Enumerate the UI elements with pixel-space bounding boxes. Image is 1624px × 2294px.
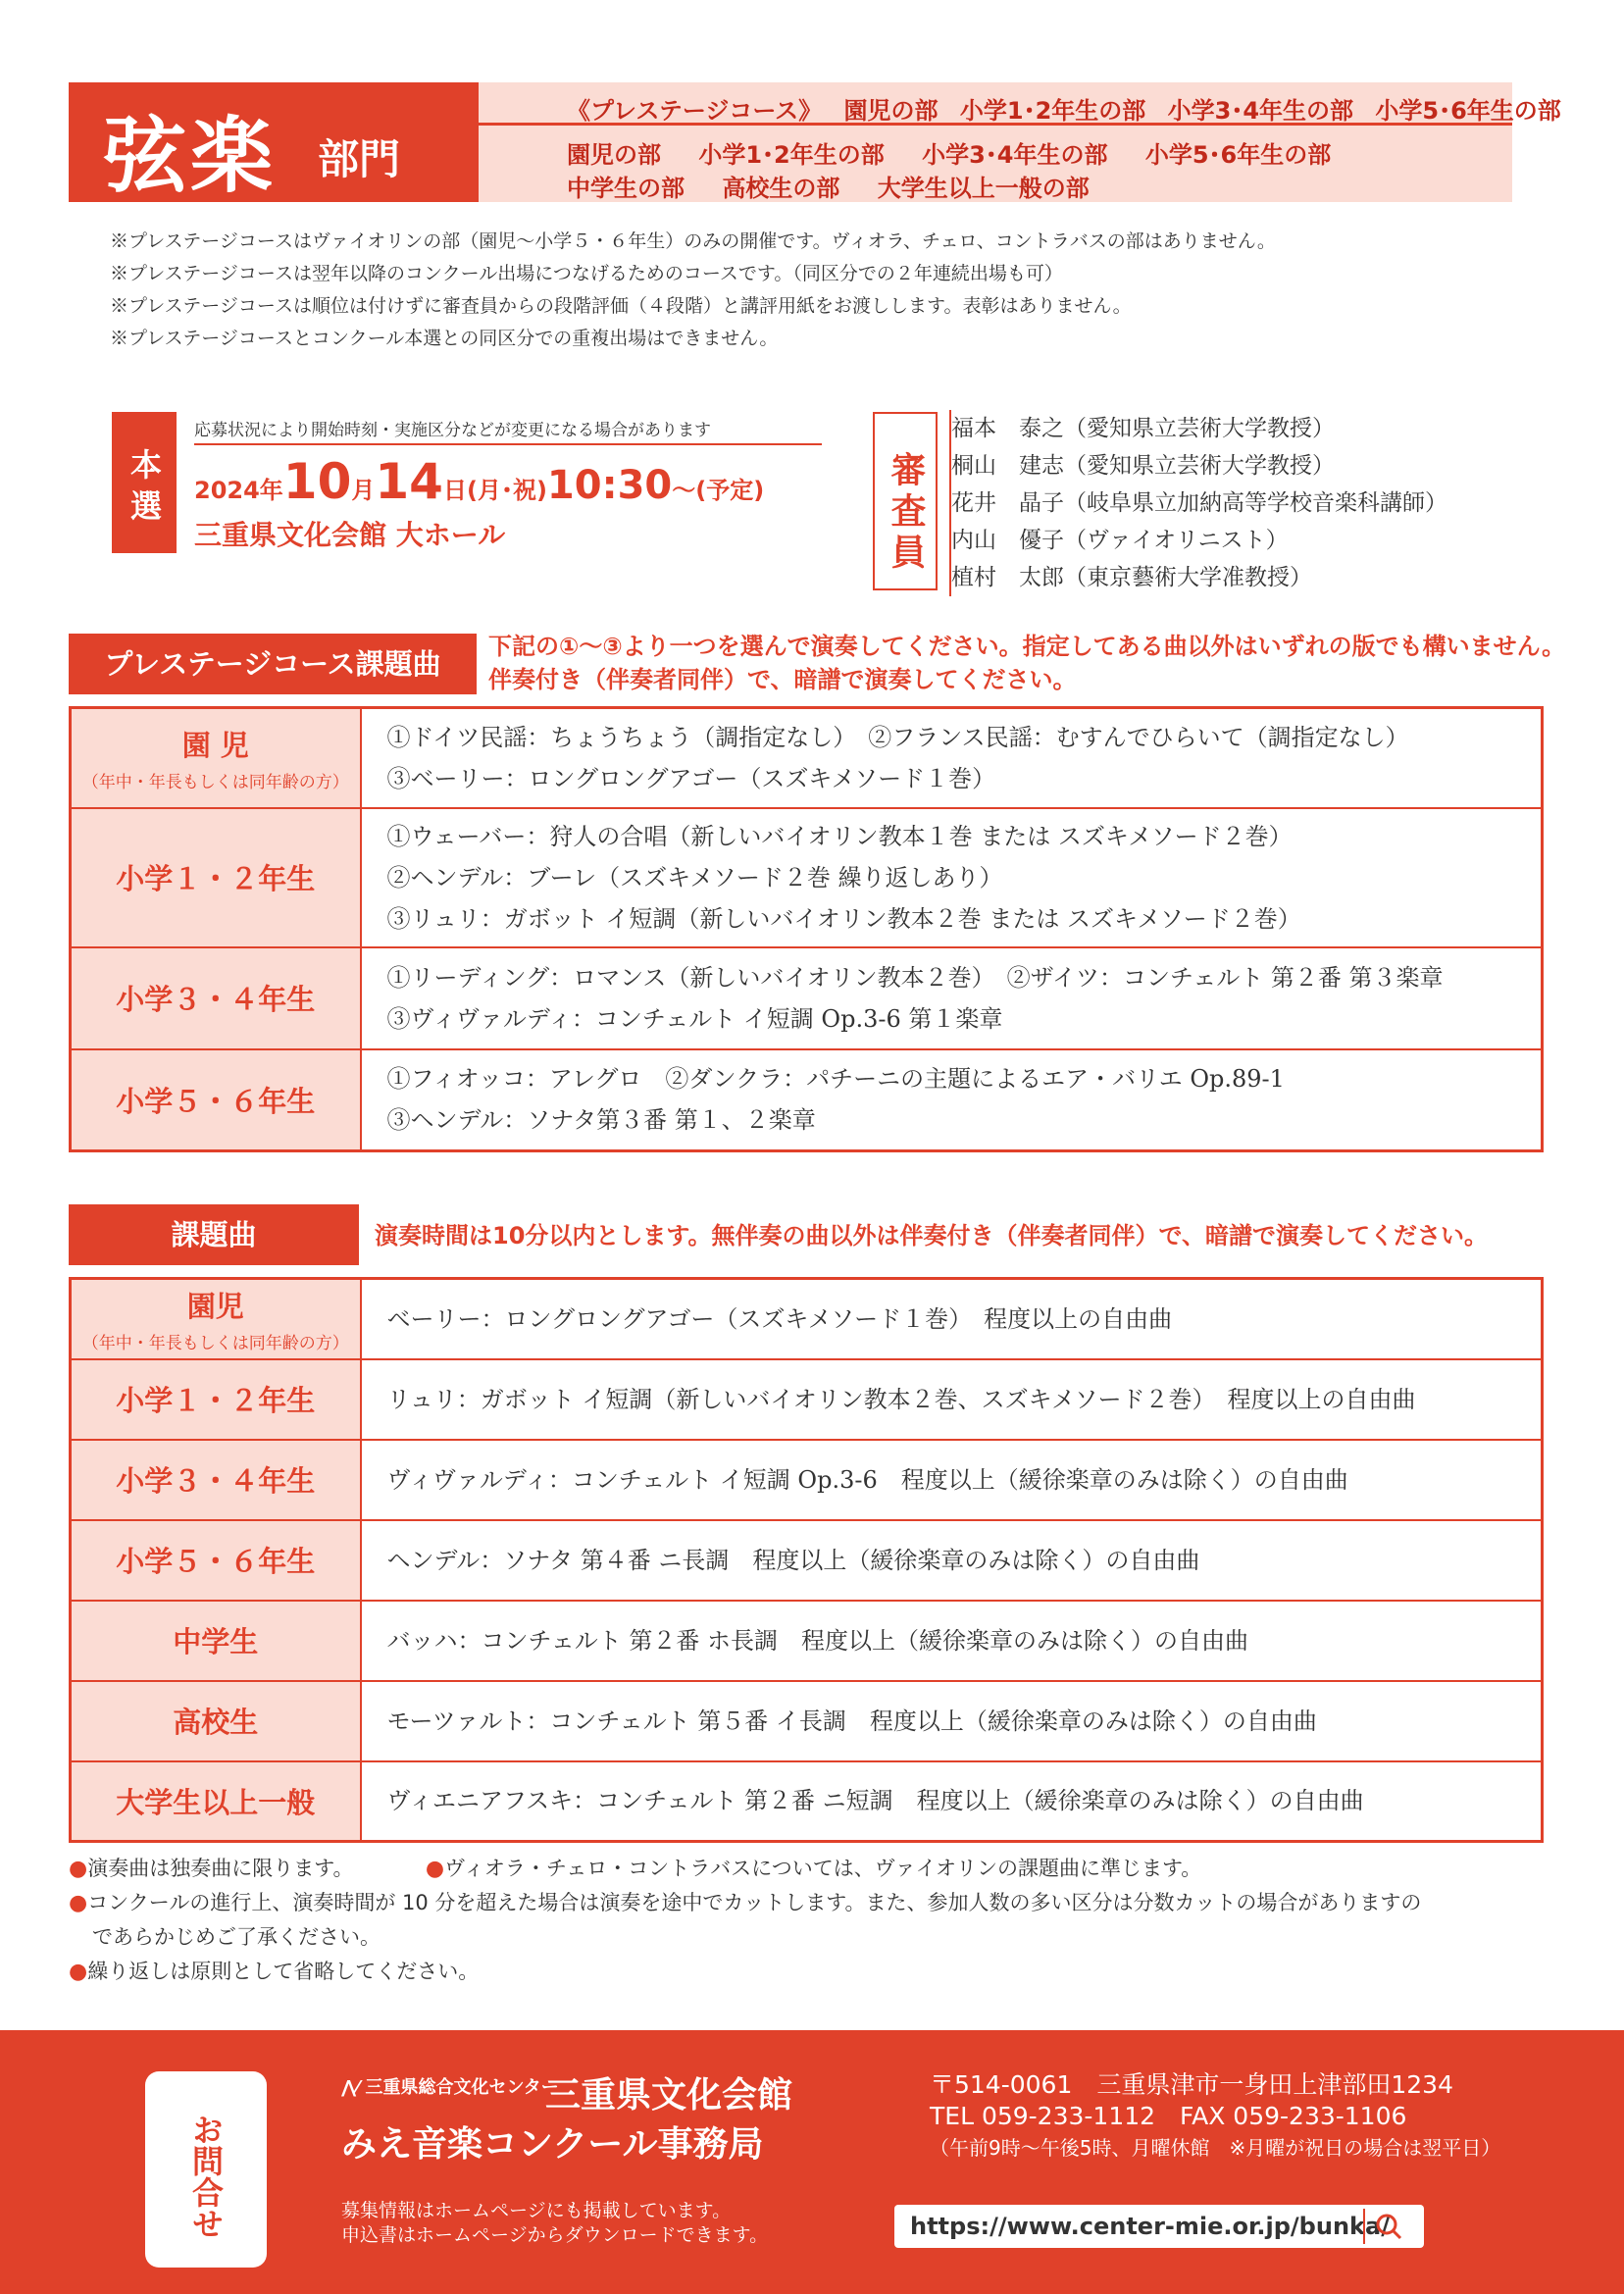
table-row	[71, 1279, 1543, 1359]
category-line-2: 中学生の部 高校生の部 大学生以上一般の部	[567, 175, 1090, 202]
category-cell: 高校生	[71, 1681, 361, 1761]
footnote-row: ●繰り返しは原則として省略してください。	[69, 1960, 480, 1984]
schedule-change-note: 応募状況により開始時刻・実施区分などが変更になる場合があります	[194, 421, 711, 440]
pieces-cell: ①ウェーバー：狩人の合唱（新しいバイオリン教本１巻 または スズキメソード２巻） ②ヘンデル：ブーレ（スズキメソード２巻 繰り返しあり） ③リュリ：ガボット イ短調（新しいバイオリン教本２巻 または スズキメソード２巻）	[361, 808, 1543, 947]
piece-cell: ヴィエニアフスキ：コンチェルト 第２番 ニ短調 程度以上（緩徐楽章のみは除く）の自由曲	[361, 1761, 1543, 1842]
department-header	[69, 82, 1561, 204]
search-icon	[1365, 2209, 1412, 2244]
homepage-note: 募集情報はホームページにも掲載しています。 申込書はホームページからダウンロードできます。	[341, 2200, 769, 2246]
piece-cell: バッハ：コンチェルト 第２番 ホ長調 程度以上（緩徐楽章のみは除く）の自由曲	[361, 1601, 1543, 1681]
category-cell: 小学５・６年生	[71, 1049, 361, 1151]
divider	[194, 443, 822, 445]
bullet-icon: ●	[69, 1857, 88, 1881]
office-name: みえ音楽コンクール事務局	[341, 2124, 764, 2165]
footnote-row: ●コンクールの進行上、演奏時間が 10 分を超えた場合は演奏を途中でカットします。また、参加人数の多い区分は分数カットの場合がありますの	[69, 1891, 1422, 1915]
table-row	[71, 708, 1543, 808]
prestige-instructions: 下記の①〜③より一つを選んで演奏してください。指定してある曲以外はいずれの版でも構いません。 伴奏付き（伴奏者同伴）で、暗譜で演奏してください。	[488, 633, 1566, 693]
main-selection-badge: 本選	[112, 412, 177, 553]
table-row	[71, 1520, 1543, 1601]
prestige-category-line: 《プレステージコース》 園児の部 小学1･2年生の部 小学3･4年生の部 小学5･6年生の部	[479, 82, 1512, 126]
footnotes	[69, 1852, 1421, 1989]
piece-cell: ヴィヴァルディ：コンチェルト イ短調 Op.3-6 程度以上（緩徐楽章のみは除く）の自由曲	[361, 1440, 1543, 1520]
pieces-cell: ①リーディング：ロマンス（新しいバイオリン教本２巻） ②ザイツ：コンチェルト 第２番 第３楽章 ③ヴィヴァルディ：コンチェルト イ短調 Op.3-6 第１楽章	[361, 947, 1543, 1049]
note-line: ※プレステージコースは翌年以降のコンクール出場につなげるためのコースです。（同区分での２年連続出場も可）	[110, 263, 1063, 284]
judge-item: 桐山 建志（愛知県立芸術大学教授）	[951, 453, 1335, 479]
pieces-cell: ①フィオッコ：アレグロ ②ダンクラ：パチーニの主題によるエア・バリエ Op.89-1 ③ヘンデル：ソナタ第３番 第１、２楽章	[361, 1049, 1543, 1151]
prestige-table	[69, 706, 1544, 1152]
search-button[interactable]	[1363, 2209, 1410, 2244]
assigned-pieces-banner: 課題曲	[69, 1204, 359, 1265]
judge-item: 植村 太郎（東京藝術大学准教授）	[951, 565, 1312, 590]
judges-list	[949, 410, 1447, 596]
prestige-banner: プレステージコース課題曲	[69, 634, 477, 694]
org-name: 三重県文化会館	[545, 2075, 793, 2116]
piece-cell: ヘンデル：ソナタ 第４番 ニ長調 程度以上（緩徐楽章のみは除く）の自由曲	[361, 1520, 1543, 1601]
table-row	[71, 947, 1543, 1049]
category-cell: 小学３・４年生	[71, 1440, 361, 1520]
category-cell: 小学１・２年生	[71, 1359, 361, 1440]
category-cell: 中学生	[71, 1601, 361, 1681]
category-cell: 小学５・６年生	[71, 1520, 361, 1601]
piece-cell: ベーリー：ロングロングアゴー（スズキメソード１巻） 程度以上の自由曲	[361, 1279, 1543, 1359]
judge-item: 内山 優子（ヴァイオリニスト）	[951, 528, 1289, 553]
table-row	[71, 1049, 1543, 1151]
event-date: 2024年10月14日(月･祝)10:30〜(予定)	[194, 453, 765, 510]
category-cell: 小学３・４年生	[71, 947, 361, 1049]
event-venue: 三重県文化会館 大ホール	[194, 519, 506, 551]
table-row	[71, 1440, 1543, 1520]
department-title-block	[69, 82, 479, 202]
prestige-notes	[110, 226, 1276, 355]
bullet-icon: ●	[69, 1960, 88, 1984]
department-title: 弦楽	[104, 107, 278, 204]
note-line: ※プレステージコースはヴァイオリンの部（園児〜小学５・６年生）のみの開催です。ヴィオラ、チェロ、コントラバスの部はありません。	[110, 230, 1276, 252]
judges-badge: 審査員	[873, 412, 938, 590]
department-title-suffix: 部門	[318, 135, 401, 183]
judge-item: 花井 晶子（岐阜県立加納高等学校音楽科講師）	[951, 490, 1447, 516]
piece-cell: モーツァルト：コンチェルト 第５番 イ長調 程度以上（緩徐楽章のみは除く）の自由曲	[361, 1681, 1543, 1761]
assigned-pieces-table	[69, 1277, 1544, 1843]
category-line-1: 園児の部 小学1･2年生の部 小学3･4年生の部 小学5･6年生の部	[567, 141, 1332, 169]
note-line: ※プレステージコースとコンクール本選との同区分での重複出場はできません。	[110, 328, 779, 349]
bullet-icon: ●	[425, 1857, 445, 1881]
category-cell: 園児 （年中・年長もしくは同年齢の方）	[71, 1279, 361, 1359]
judge-item: 福本 泰之（愛知県立芸術大学教授）	[951, 416, 1335, 441]
table-row	[71, 1681, 1543, 1761]
url-field[interactable]	[894, 2205, 1424, 2248]
footnote-row: ●演奏曲は独奏曲に限ります。 ●ヴィオラ・チェロ・コントラバスについては、ヴァイオリンの課題曲に準じます。	[69, 1857, 1202, 1881]
category-cell: 園 児 （年中・年長もしくは同年齢の方）	[71, 708, 361, 808]
contact-address: 〒514-0061 三重県津市一身田上津部田1234 TEL 059-233-1112 FAX 059-233-1106 （午前9時〜午後5時、月曜休館 ※月曜が祝日の場合は翌平日）	[930, 2070, 1501, 2160]
contact-badge: お問合せ	[145, 2071, 267, 2268]
org-subtitle: ⋀⁄ 三重県総合文化センター	[341, 2077, 559, 2098]
contact-section	[0, 2030, 1624, 2294]
table-row	[71, 1601, 1543, 1681]
table-row	[71, 808, 1543, 947]
bullet-icon: ●	[69, 1891, 88, 1915]
category-cell: 大学生以上一般	[71, 1761, 361, 1842]
piece-cell: リュリ：ガボット イ短調（新しいバイオリン教本２巻、スズキメソード２巻） 程度以上の自由曲	[361, 1359, 1543, 1440]
category-cell: 小学１・２年生	[71, 808, 361, 947]
assigned-pieces-instructions: 演奏時間は10分以内とします。無伴奏の曲以外は伴奏付き（伴奏者同伴）で、暗譜で演奏してください。	[375, 1222, 1488, 1249]
url-text[interactable]: https://www.center-mie.or.jp/bunka/	[910, 2213, 1390, 2240]
org-logo-icon: ⋀⁄	[341, 2077, 360, 2098]
note-line: ※プレステージコースは順位は付けずに審査員からの段階評価（４段階）と講評用紙をお渡しします。表彰はありません。	[110, 295, 1132, 317]
footnote-row: であらかじめご了承ください。	[92, 1925, 381, 1949]
category-list	[479, 82, 1561, 202]
pieces-cell: ①ドイツ民謡：ちょうちょう（調指定なし） ②フランス民謡：むすんでひらいて（調指定なし） ③ベーリー：ロングロングアゴー（スズキメソード１巻）	[361, 708, 1543, 808]
table-row	[71, 1761, 1543, 1842]
table-row	[71, 1359, 1543, 1440]
